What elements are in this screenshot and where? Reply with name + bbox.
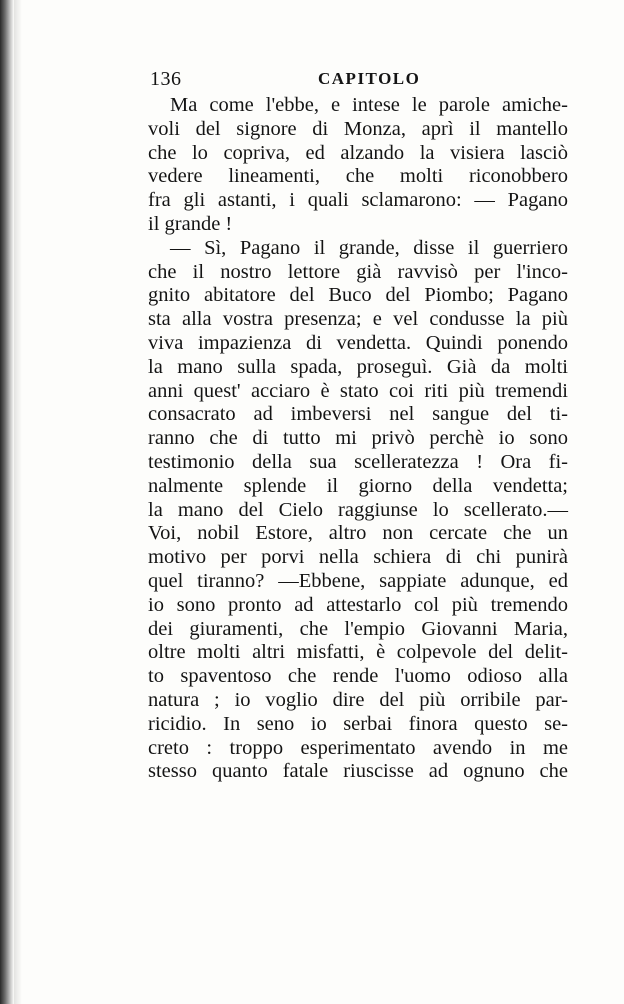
text-line: Ma come l'ebbe, e intese le parole amiche- [170, 94, 568, 116]
text-line: il grande ! [148, 212, 233, 235]
text-line: che lo copriva, ed alzando la visiera lasciò [148, 141, 568, 164]
text-line: creto : troppo esperimentato avendo in me [148, 736, 568, 759]
text-line: motivo per porvi nella schiera di chi punirà [148, 546, 568, 569]
text-line: quel tiranno? —Ebbene, sappiate adunque, ed [148, 569, 568, 592]
text-line: anni quest' acciaro è stato coi riti più tremendi [148, 379, 568, 402]
text-line: la mano sulla spada, proseguì. Già da molti [148, 355, 568, 378]
body-text [148, 94, 568, 784]
text-line: la mano del Cielo raggiunse lo scellerato.— [148, 498, 568, 521]
page-binding-shadow [14, 0, 22, 1004]
text-line: sta alla vostra presenza; e vel condusse la più [148, 308, 568, 331]
text-line: consacrato ad imbeversi nel sangue del ti- [148, 403, 568, 426]
text-line: ricidio. In seno io serbai finora questo se- [148, 712, 568, 735]
page-binding-edge [0, 0, 14, 1004]
running-head: CAPITOLO [318, 69, 421, 88]
text-line: dei giuramenti, che l'empio Giovanni Maria, [148, 617, 568, 640]
text-line: to spaventoso che rende l'uomo odioso alla [148, 665, 568, 688]
text-line: stesso quanto fatale riuscisse ad ognuno che [148, 760, 568, 783]
page-header [150, 66, 430, 92]
text-line: io sono pronto ad attestarlo col più tremendo [148, 593, 568, 616]
text-line: vedere lineamenti, che molti riconobbero [148, 165, 568, 188]
text-line: gnito abitatore del Buco del Piombo; Pagano [148, 284, 568, 307]
page-number: 136 [150, 68, 182, 90]
text-line: nalmente splende il giorno della vendetta; [148, 474, 568, 497]
text-line: viva impazienza di vendetta. Quindi ponendo [148, 331, 568, 354]
text-line: — Sì, Pagano il grande, disse il guerriero [170, 236, 568, 259]
text-line: voli del signore di Monza, aprì il mantello [148, 117, 568, 140]
text-line: ranno che di tutto mi privò perchè io sono [148, 427, 568, 450]
text-line: oltre molti altri misfatti, è colpevole del delit- [148, 641, 568, 664]
text-line: Voi, nobil Estore, altro non cercate che un [148, 522, 568, 545]
text-line: fra gli astanti, i quali sclamarono: — Pagano [148, 189, 568, 212]
text-line: natura ; io voglio dire del più orribile par- [148, 688, 568, 711]
text-line: testimonio della sua scelleratezza ! Ora fi- [148, 450, 568, 473]
text-line: che il nostro lettore già ravvisò per l'inco- [148, 260, 568, 283]
